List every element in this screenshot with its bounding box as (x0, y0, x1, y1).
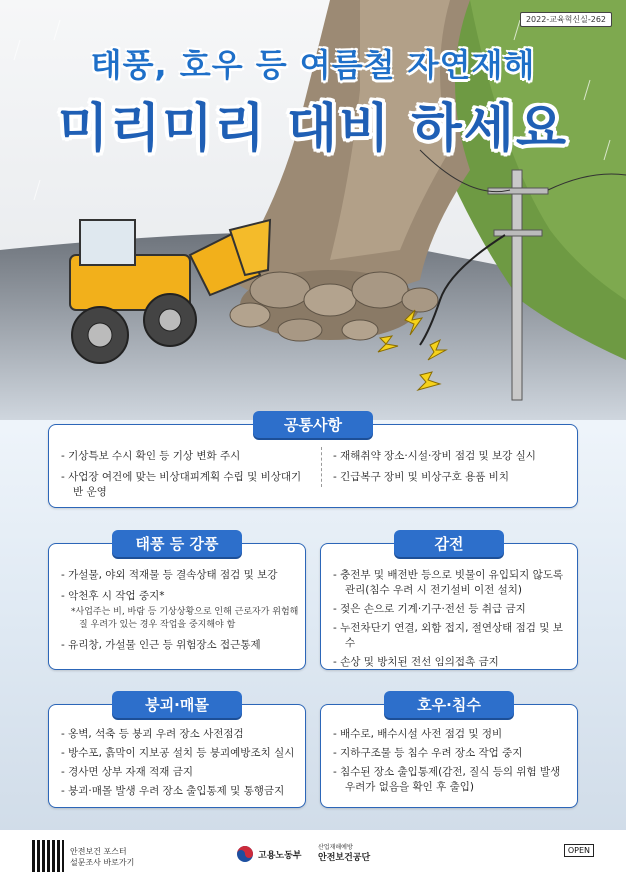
ministry-logo (236, 845, 301, 863)
list-item: - 충전부 및 배전반 등으로 빗물이 유입되지 않도록 관리(침수 우려 시 전기설비 이전 설치) (333, 568, 571, 598)
collapse-section (48, 696, 306, 808)
electric-title: 감전 (394, 530, 504, 557)
collapse-title: 붕괴·매몰 (112, 691, 242, 718)
list-item: - 젖은 손으로 기계·기구·전선 등 취급 금지 (333, 602, 571, 617)
list-item: - 방수포, 흙막이 지보공 설치 등 붕괴예방조치 실시 (61, 746, 299, 761)
list-note: *사업주는 비, 바람 등 기상상황으로 인해 근로자가 위험해질 우려가 있는 경우 작업을 중지해야 함 (71, 607, 299, 630)
list-item: - 붕괴·매몰 발생 우려 장소 출입통제 및 통행금지 (61, 784, 299, 799)
list-item: - 재해취약 장소·시설·장비 점검 및 보강 실시 (333, 449, 573, 464)
list-item: - 유리창, 가설물 인근 등 위험장소 접근통제 (61, 638, 299, 653)
taegeuk-icon (236, 845, 254, 863)
common-title: 공통사항 (253, 411, 373, 438)
agency-name: 안전보건공단 (318, 853, 371, 863)
list-item: - 배수로, 배수시설 사전 점검 및 정비 (333, 727, 571, 742)
survey-link-line-1: 안전보건 포스터 (70, 847, 127, 856)
list-item: - 손상 및 방치된 전선 임의접촉 금지 (333, 655, 571, 670)
document-code: 2022-교육혁신실-262 (520, 12, 612, 27)
title-line-2: 미리미리 대비 하세요 (57, 99, 569, 159)
electric-section (320, 535, 578, 670)
list-item: - 긴급복구 장비 및 비상구호 용품 비치 (333, 470, 573, 485)
list-item: - 경사면 상부 자재 적재 금지 (61, 765, 299, 780)
qr-code-icon[interactable] (32, 840, 64, 872)
list-item: - 누전차단기 연결, 외함 접지, 절연상태 점검 및 보수 (333, 621, 571, 651)
list-item: - 가설물, 야외 적재물 등 결속상태 점검 및 보강 (61, 568, 299, 583)
list-item: - 지하구조물 등 침수 우려 장소 작업 중지 (333, 746, 571, 761)
list-item: - 사업장 여건에 맞는 비상대피계획 수립 및 비상대기반 운영 (61, 470, 311, 500)
survey-link[interactable] (70, 846, 134, 868)
agency-subtitle: 산업재해예방 (318, 844, 353, 851)
flood-section (320, 696, 578, 808)
agency-logo (318, 842, 370, 864)
open-license-badge: OPEN (564, 844, 594, 857)
flood-title: 호우·침수 (384, 691, 514, 718)
title-line-1: 태풍, 호우 등 여름철 자연재해 (90, 46, 536, 84)
typhoon-section (48, 535, 306, 670)
list-item: - 악천후 시 작업 중지* (61, 589, 299, 604)
common-section (48, 416, 578, 508)
list-item: - 옹벽, 석축 등 붕괴 우려 장소 사전점검 (61, 727, 299, 742)
typhoon-title: 태풍 등 강풍 (112, 530, 242, 557)
list-item: - 기상특보 수시 확인 등 기상 변화 주시 (61, 449, 311, 464)
list-item: - 침수된 장소 출입통제(감전, 질식 등의 위험 발생 우려가 없음을 확인 후 출입) (333, 765, 571, 795)
survey-link-line-2: 설문조사 바로가기 (70, 858, 135, 867)
ministry-name: 고용노동부 (258, 850, 302, 861)
footer (0, 830, 626, 888)
